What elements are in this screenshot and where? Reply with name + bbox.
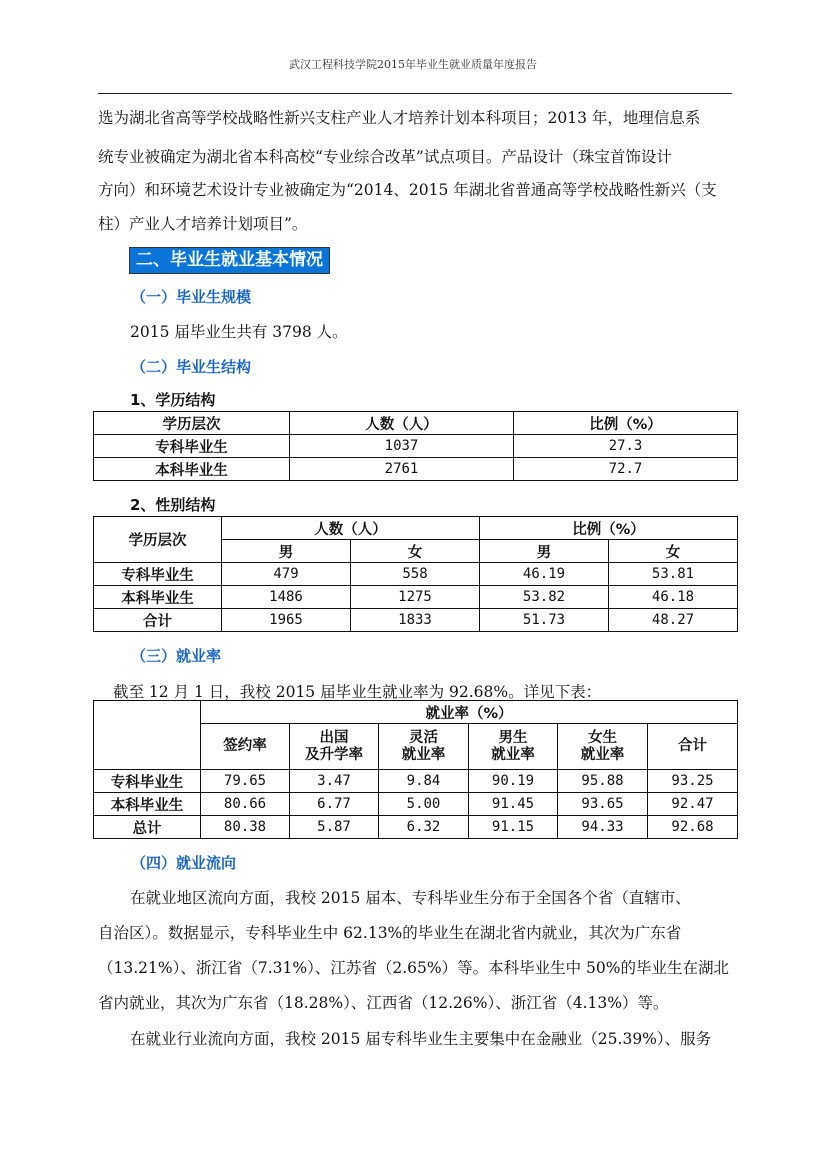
row-label: 专科毕业生 [94, 770, 201, 793]
gender-header-level: 学历层次 [94, 517, 222, 563]
table-row [94, 563, 738, 586]
row-label: 专科毕业生 [94, 435, 290, 458]
cell: 6.77 [290, 793, 379, 816]
cell: 93.65 [558, 793, 648, 816]
edu-structure-title: 1、学历结构 [130, 391, 216, 409]
cell-count: 2761 [290, 458, 514, 481]
cell: 80.66 [201, 793, 290, 816]
intro-line-3: 方向）和环境艺术设计专业被确定为“2014、2015 年湖北省普通高等学校战略性新兴（支 [98, 181, 717, 199]
intro-line-1: 选为湖北省高等学校战略性新兴支柱产业人才培养计划本科项目；2013 年，地理信息系 [98, 109, 701, 127]
rate-col-male: 男生 就业率 [469, 724, 558, 770]
cell: 79.65 [201, 770, 290, 793]
cell: 91.15 [469, 816, 558, 839]
cell-count: 1037 [290, 435, 514, 458]
cell-female: 558 [351, 563, 480, 586]
gender-header-male-pct: 男 [480, 540, 609, 563]
gender-header-ratio: 比例（%） [480, 517, 738, 540]
table-row [94, 816, 738, 839]
subsection-scale-title: （一）毕业生规模 [131, 288, 252, 306]
rate-col-flexible: 灵活 就业率 [379, 724, 469, 770]
rate-col-female: 女生 就业率 [558, 724, 648, 770]
cell: 92.47 [648, 793, 738, 816]
gender-structure-table [93, 516, 738, 632]
rate-group-header: 就业率（%） [201, 701, 738, 724]
cell-female-pct: 53.81 [609, 563, 738, 586]
row-label: 合计 [94, 609, 222, 632]
cell: 80.38 [201, 816, 290, 839]
gender-header-count: 人数（人） [222, 517, 480, 540]
subsection-rate-title: （三）就业率 [131, 647, 222, 665]
gender-structure-title: 2、性别结构 [130, 496, 216, 514]
row-label: 本科毕业生 [94, 586, 222, 609]
cell-female: 1833 [351, 609, 480, 632]
cell: 94.33 [558, 816, 648, 839]
cell-female-pct: 48.27 [609, 609, 738, 632]
gender-header-male: 男 [222, 540, 351, 563]
cell: 6.32 [379, 816, 469, 839]
subsection-flow-title: （四）就业流向 [131, 854, 237, 872]
rate-col-total: 合计 [648, 724, 738, 770]
cell: 90.19 [469, 770, 558, 793]
gender-header-female: 女 [351, 540, 480, 563]
gender-header-female-pct: 女 [609, 540, 738, 563]
cell-ratio: 72.7 [514, 458, 738, 481]
table-row [94, 770, 738, 793]
flow-para2-line-1: 在就业行业流向方面，我校 2015 届专科毕业生主要集中在金融业（25.39%）、服务 [130, 1030, 712, 1048]
cell-male: 1965 [222, 609, 351, 632]
scale-text: 2015 届毕业生共有 3798 人。 [130, 323, 348, 341]
cell: 9.84 [379, 770, 469, 793]
cell-male: 1486 [222, 586, 351, 609]
cell-female-pct: 46.18 [609, 586, 738, 609]
page-header: 武汉工程科技学院2015年毕业生就业质量年度报告 [289, 58, 537, 71]
rate-intro-text: 截至 12 月 1 日，我校 2015 届毕业生就业率为 92.68%。详见下表： [113, 683, 602, 701]
edu-header-count: 人数（人） [290, 412, 514, 435]
rate-col-signed: 签约率 [201, 724, 290, 770]
header-divider [98, 93, 732, 94]
cell-ratio: 27.3 [514, 435, 738, 458]
cell: 93.25 [648, 770, 738, 793]
table-row [94, 435, 738, 458]
cell: 92.68 [648, 816, 738, 839]
rate-header-blank [94, 701, 201, 770]
cell: 95.88 [558, 770, 648, 793]
edu-header-level: 学历层次 [94, 412, 290, 435]
intro-line-2: 统专业被确定为湖北省本科高校“专业综合改革”试点项目。产品设计（珠宝首饰设计 [98, 148, 672, 166]
table-row [94, 458, 738, 481]
table-row [94, 586, 738, 609]
flow-para1-line-4: 省内就业，其次为广东省（18.28%）、江西省（12.26%）、浙江省（4.13%）等。 [98, 994, 669, 1012]
subsection-structure-title: （二）毕业生结构 [131, 358, 252, 376]
cell-female: 1275 [351, 586, 480, 609]
cell-male: 479 [222, 563, 351, 586]
cell-male-pct: 51.73 [480, 609, 609, 632]
row-label: 专科毕业生 [94, 563, 222, 586]
intro-line-4: 柱）产业人才培养计划项目”。 [98, 215, 308, 233]
flow-para1-line-1: 在就业地区流向方面，我校 2015 届本、专科毕业生分布于全国各个省（直辖市、 [130, 889, 691, 907]
table-row [94, 609, 738, 632]
flow-para1-line-3: （13.21%）、浙江省（7.31%）、江苏省（2.65%）等。本科毕业生中 50%的毕业生在湖北 [98, 959, 729, 977]
rate-col-abroad: 出国 及升学率 [290, 724, 379, 770]
section-heading: 二、毕业生就业基本情况 [129, 247, 330, 274]
row-label: 本科毕业生 [94, 793, 201, 816]
table-row [94, 793, 738, 816]
employment-rate-table [93, 700, 738, 839]
row-label: 本科毕业生 [94, 458, 290, 481]
row-label: 总计 [94, 816, 201, 839]
edu-header-ratio: 比例（%） [514, 412, 738, 435]
flow-para1-line-2: 自治区）。数据显示，专科毕业生中 62.13%的毕业生在湖北省内就业，其次为广东省 [98, 924, 682, 942]
cell: 91.45 [469, 793, 558, 816]
cell-male-pct: 53.82 [480, 586, 609, 609]
cell-male-pct: 46.19 [480, 563, 609, 586]
edu-structure-table [93, 411, 738, 481]
cell: 5.87 [290, 816, 379, 839]
cell: 5.00 [379, 793, 469, 816]
cell: 3.47 [290, 770, 379, 793]
